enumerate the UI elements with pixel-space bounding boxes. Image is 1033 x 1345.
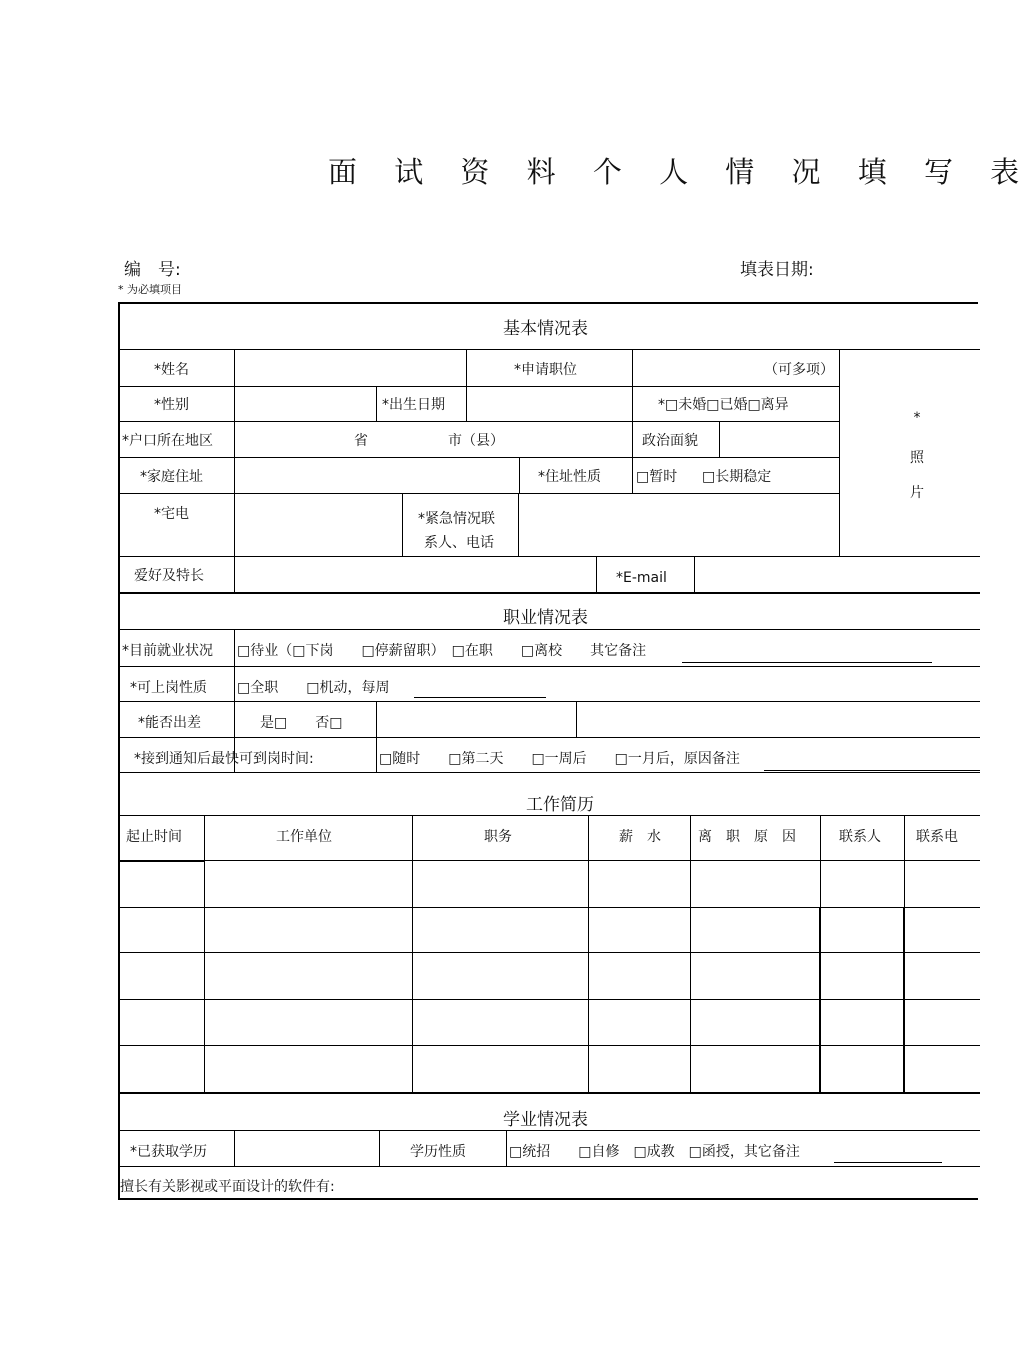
marital-options[interactable]: *□未婚□已婚□离异 [658,397,789,413]
application-form [118,302,978,1200]
photo-required-mark: * [913,410,921,426]
emergency-label-2: 系人、电话 [424,535,494,551]
multi-hint: （可多项） [764,362,834,378]
photo-label-2: 片 [910,485,924,501]
required-note: * 为必填项目 [118,283,182,296]
work-header-salary: 薪 水 [619,829,661,845]
work-type-label: *可上岗性质 [130,680,207,696]
software-label: 擅长有关影视或平面设计的软件有: [120,1179,335,1195]
number-label: 编 号: [124,260,181,280]
gender-label: *性别 [154,397,189,413]
arrival-time-label: *接到通知后最快可到岗时间: [134,751,314,767]
birth-label: *出生日期 [382,397,445,413]
fill-date-label: 填表日期: [740,260,814,280]
address-label: *家庭住址 [140,469,203,485]
degree-nature-label: 学历性质 [410,1144,466,1160]
work-header-title: 职务 [484,829,512,845]
degree-label: *已获取学历 [130,1144,207,1160]
work-header-company: 工作单位 [276,829,332,845]
work-header-phone: 联系电 [916,829,958,845]
position-label: *申请职位 [514,362,577,378]
work-section-title: 工作简历 [526,795,594,815]
employment-status-label: *目前就业状况 [122,643,213,659]
address-type-label: *住址性质 [538,469,601,485]
edu-section-title: 学业情况表 [503,1110,588,1130]
work-header-contact: 联系人 [839,829,881,845]
city-label: 市（县） [448,433,504,449]
employment-status-options[interactable]: □待业（□下岗 □停薪留职） □在职 □离校 其它备注 [237,643,647,659]
travel-label: *能否出差 [138,715,201,731]
work-type-options[interactable]: □全职 □机动，每周 [237,680,390,696]
work-header-leave-reason: 离 职 原 因 [698,829,796,845]
province-label: 省 [354,433,368,449]
arrival-time-options[interactable]: □随时 □第二天 □一周后 □一月后，原因备注 [379,751,740,767]
emergency-label-1: *紧急情况联 [418,511,495,527]
name-label: *姓名 [154,362,189,378]
politics-label: 政治面貌 [642,433,698,449]
work-header-period: 起止时间 [126,829,182,845]
basic-section-title: 基本情况表 [503,319,588,339]
email-label: *E-mail [616,570,667,586]
travel-options[interactable]: 是□ 否□ [260,715,343,731]
page-title: 面 试 资 料 个 人 情 况 填 写 表 [328,155,1033,189]
hobby-label: 爱好及特长 [134,568,204,584]
career-section-title: 职业情况表 [503,608,588,628]
degree-nature-options[interactable]: □统招 □自修 □成教 □函授，其它备注 [509,1144,800,1160]
address-stable-option[interactable]: □长期稳定 [702,469,772,485]
phone-label: *宅电 [154,506,189,522]
address-temp-option[interactable]: □暂时 [636,469,678,485]
photo-label-1: 照 [910,450,924,466]
hukou-label: *户口所在地区 [122,433,213,449]
